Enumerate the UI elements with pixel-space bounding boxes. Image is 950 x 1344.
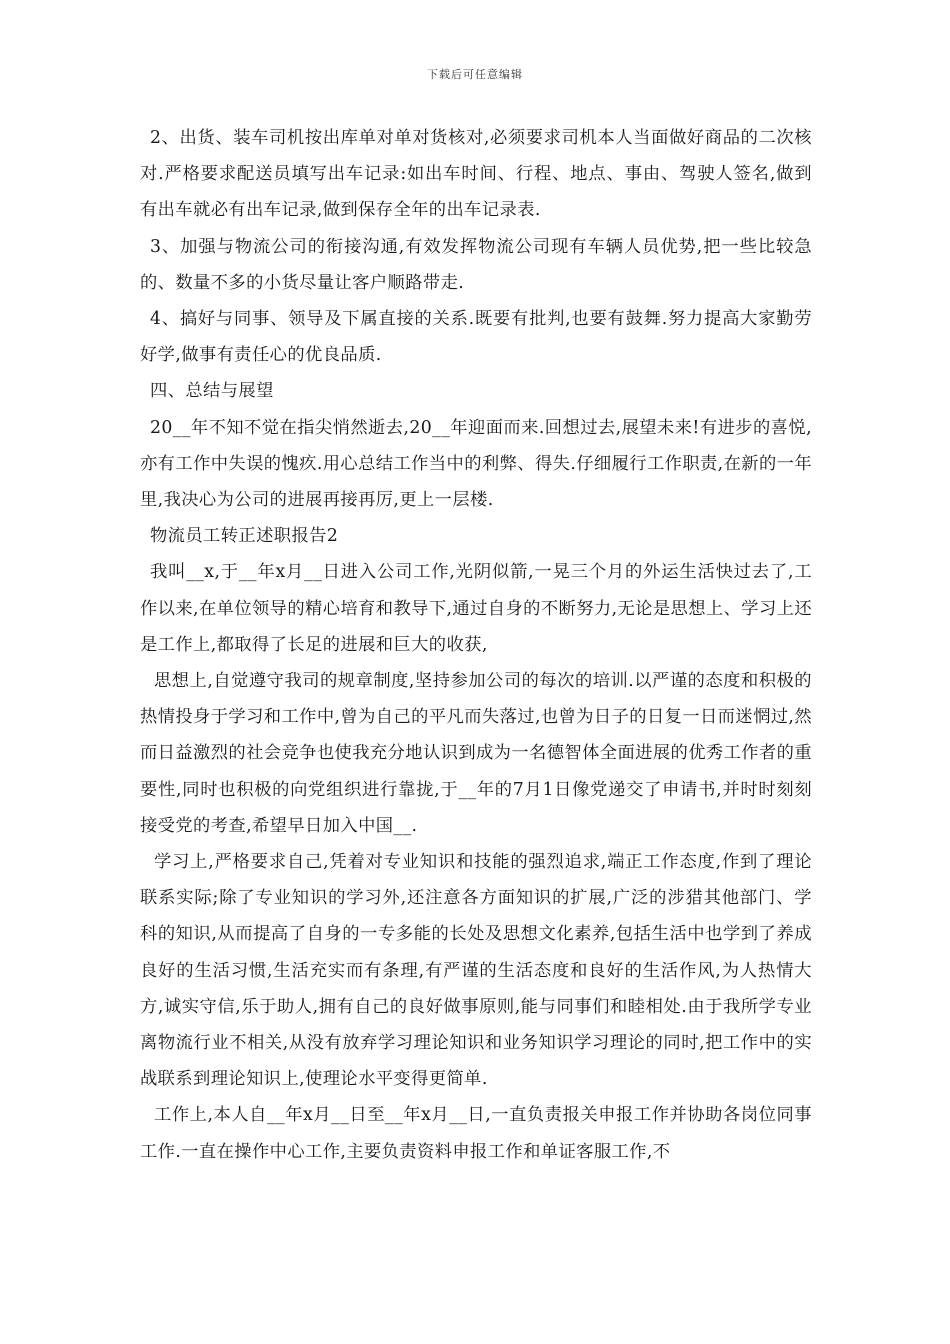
paragraph-summary: 20__年不知不觉在指尖悄然逝去,20__年迎面而来.回想过去,展望未来!有进步的喜悦,亦有工作中失误的愧疚.用心总结工作当中的利弊、得失.仔细履行工作职责,在新的一年里,我决心为公司的进展再接再厉,更上一层楼. — [140, 417, 812, 511]
report-title-2: 物流员工转正述职报告2 — [150, 526, 339, 547]
paragraph-study: 学习上,严格要求自己,凭着对专业知识和技能的强烈追求,端正工作态度,作到了理论联系实际;除了专业知识的学习外,还注意各方面知识的扩展,广泛的涉猎其他部门、学科的知识,从而提高了自身的一专多能的长处及思想文化素养,包括生活中也学到了养成良好的生活习惯,生活充实而有条理,有严谨的生活态度和良好的生活作风,为人热情大方,诚实守信,乐于助人,拥有自己的良好做事原则,能与同事们和睦相处.由于我所学专业离物流行业不相关,从没有放弃学习理论知识和业务知识学习理论的同时,把工作中的实战联系到理论知识上,使理论水平变得更简单. — [140, 852, 812, 1090]
page-header: 下载后可任意编辑 — [427, 68, 523, 81]
paragraph-item-3: 3、加强与物流公司的衔接沟通,有效发挥物流公司现有车辆人员优势,把一些比较急的、数量不多的小货尽量让客户顺路带走. — [140, 236, 812, 293]
paragraph-item-2: 2、出货、装车司机按出库单对单对货核对,必须要求司机本人当面做好商品的二次核对.严格要求配送员填写出车记录:如出车时间、行程、地点、事由、驾驶人签名,做到有出车就必有出车记录,做到保存全年的出车记录表. — [140, 128, 812, 221]
paragraph-intro: 我叫__x,于__年x月__日进入公司工作,光阴似箭,一晃三个月的外运生活快过去了,工作以来,在单位领导的精心培育和教导下,通过自身的不断努力,无论是思想上、学习上还是工作上,都取得了长足的进展和巨大的收获, — [140, 562, 812, 655]
paragraph-work: 工作上,本人自__年x月__日至__年x月__日,一直负责报关申报工作并协助各岗位同事工作.一直在操作中心工作,主要负责资料申报工作和单证客服工作,不 — [140, 1105, 812, 1162]
section-heading-summary: 四、总结与展望 — [150, 381, 274, 402]
paragraph-item-4: 4、搞好与同事、领导及下属直接的关系.既要有批判,也要有鼓舞.努力提高大家勤劳好学,做事有责任心的优良品质. — [140, 309, 812, 366]
paragraph-thought: 思想上,自觉遵守我司的规章制度,坚持参加公司的每次的培训.以严谨的态度和积极的热情投身于学习和工作中,曾为自己的平凡而失落过,也曾为日子的日复一日而迷惘过,然而日益激烈的社会竞争也使我充分地认识到成为一名德智体全面进展的优秀工作者的重要性,同时也积极的向党组织进行靠拢,于__年的7月1日像党递交了申请书,并时时刻刻接受党的考查,希望早日加入中国__. — [140, 671, 812, 836]
document-body — [140, 120, 812, 1170]
